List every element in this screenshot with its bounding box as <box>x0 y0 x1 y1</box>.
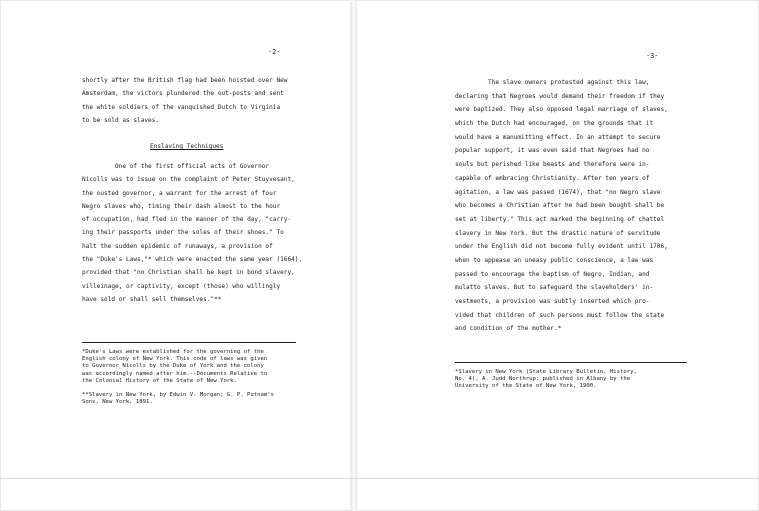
footnote <box>82 392 274 406</box>
footnote-line: the Colonial History of the State of New York. <box>82 377 237 384</box>
page-bottom-edge <box>0 478 759 479</box>
text-line: would have a manumitting effect. In an attempt to secure <box>455 133 661 141</box>
text-line: The slave owners protested against this law, <box>455 79 650 86</box>
text-line: the ousted governor, a warrant for the arrest of four <box>82 189 277 197</box>
text-line: which the Dutch had encouraged, on the grounds that it <box>455 120 654 128</box>
text-line: under the English did not become fully evident until 1706, <box>455 243 668 251</box>
text-line: souls but perished like beasts and therefore were in- <box>455 161 650 169</box>
text-line: capable of embracing Christianity. After ten years of <box>455 174 650 182</box>
text-line: Negro slaves who, timing their dash almost to the hour <box>82 202 281 210</box>
footnote-line: No. 4), A. Judd Northrup; published in Albany by the <box>455 376 631 383</box>
text-line: vided that children of such persons must follow the state <box>455 311 665 319</box>
footnote-line: to Governor Nicolls by the Duke of York and the colony <box>82 363 264 370</box>
paragraph-body <box>82 160 302 306</box>
text-line: halt the sudden epidemic of runaways, a provision of <box>82 242 273 250</box>
footnote-line: University of the State of New York, 1900. <box>455 383 597 390</box>
text-line: of occupation, had fled in the manner of the day, "carry- <box>82 216 292 224</box>
footnote <box>82 349 267 385</box>
text-line: agitation, a law was passed (1674), that "no Negro slave <box>455 188 661 196</box>
footnote-line: English colony of New York. This code of laws was given <box>82 356 268 363</box>
text-line: the "Duke's Laws,"* which were enacted the same year (1664), <box>82 256 303 264</box>
text-line: and condition of the mother.* <box>455 325 562 333</box>
paragraph-body <box>455 76 668 336</box>
text-line: passed to encourage the baptism of Negro, Indian, and <box>455 270 650 278</box>
footnote-line: **Slavery in New York, by Edwin V. Morgan; G. P. Putnam's <box>82 392 274 398</box>
text-line: Amsterdam, the victors plundered the out-posts and sent <box>82 90 284 98</box>
text-line: mulatto slaves. But to safeguard the slaveholders' in- <box>455 284 654 292</box>
footnote-line: *Duke's Laws were established for the governing of the <box>82 349 264 355</box>
page-number: -2- <box>268 48 281 56</box>
footnote-line: was accordingly named after him.--Documents Relative to <box>82 370 268 377</box>
text-line: set at liberty." This act marked the beginning of chattel <box>455 215 665 223</box>
text-line: were baptized. They also opposed legal marriage of slaves, <box>455 106 668 114</box>
text-line: vestments, a provision was subtly inserted which pro- <box>455 298 650 305</box>
page-number: -3- <box>646 52 659 60</box>
footnote-rule <box>455 362 687 363</box>
right-page <box>356 0 759 511</box>
text-line: One of the first official acts of Governor <box>82 163 270 170</box>
footnote <box>455 369 637 391</box>
text-line: villeinage, or captivity, except (those) who willingly <box>82 282 281 290</box>
text-line: the white soldiers of the vanquished Dutch to Virginia <box>82 103 281 111</box>
footnote-line: Sons, New York, 1891. <box>82 399 153 406</box>
text-line: popular support, it was even said that Negroes had no <box>455 147 650 155</box>
left-page <box>0 0 352 511</box>
text-line: shortly after the British flag had been hoisted over New <box>82 77 288 84</box>
text-line: ing their passports under the soles of their shoes." To <box>82 229 284 237</box>
text-line: have sold or shall sell themselves."** <box>82 295 222 303</box>
section-heading: Enslaving Techniques <box>150 143 224 150</box>
footnote-rule <box>82 342 296 343</box>
text-line: slavery in New York. But the drastic nature of servitude <box>455 229 661 237</box>
footnote-line: *Slavery in New York (State Library Bulletin, History, <box>455 369 637 375</box>
paragraph-top <box>82 74 287 127</box>
text-line: declaring that Negroes would demand their freedom if they <box>455 92 665 100</box>
text-line: provided that "no Christian shall be kept in bond slavery, <box>82 269 295 277</box>
text-line: Nicolls was to issue on the complaint of Peter Stuyvesant, <box>82 176 295 184</box>
text-line: when to appease an uneasy public conscience, a law was <box>455 256 654 264</box>
text-line: to be sold as slaves. <box>82 116 160 124</box>
text-line: who becomes a Christian after he had been bought shall be <box>455 202 665 210</box>
